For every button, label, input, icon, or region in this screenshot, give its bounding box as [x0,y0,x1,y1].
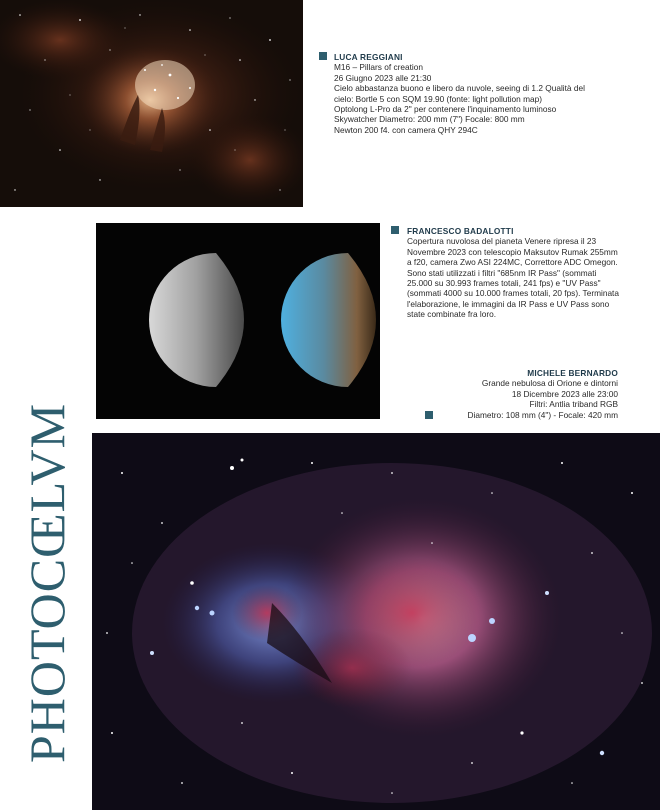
caption-line: Grande nebulosa di Orione e dintorni [481,378,618,389]
caption-line: Diametro: 108 mm (4") - Focale: 420 mm [467,409,618,420]
caption-body: Copertura nuvolosa del pianeta Venere ripresa il 23 Novembre 2023 con telescopio Maksutov Rumak 255mm a f20, camera Zwo ASI 224MC, Correttore ADC Omegon. Sono stati utilizzati i filtri "685nm IR Pass" (sommati 25.000 su 30.993 frames totali, 241 fps) e "UV Pass" (sommati 4000 su 10.000 frames totali, 20 fps). Terminata l'elaborazione, le immagini da IR Pass e UV Pass sono state combinate fra loro. [407,236,619,320]
venus-photo [96,223,380,419]
caption-line: Filtri: Antlia triband RGB [529,399,618,410]
caption-line: Optolong L-Pro da 2" per contenere l'inquinamento luminoso [334,104,557,115]
caption-bullet [319,52,327,60]
caption-line: M16 – Pillars of creation [334,62,424,73]
caption-line: Newton 200 f4. con camera QHY 294C [334,124,478,135]
caption-bullet [391,226,399,234]
photographer-name: LUCA REGGIANI [334,52,403,62]
caption-luca-reggiani [334,52,654,135]
caption-line: Cielo abbastanza buono e libero da nuvole, seeing di 1.2 Qualità del [334,83,585,94]
photographer-name: MICHELE BERNARDO [527,368,618,378]
photographer-name: FRANCESCO BADALOTTI [407,226,514,236]
orion-nebula-photo [92,433,660,810]
caption-line: 26 Giugno 2023 alle 21:30 [334,72,432,83]
caption-line: 18 Dicembre 2023 alle 23:00 [511,388,618,399]
magazine-masthead: PHOTOCŒLVM [19,402,75,763]
eagle-nebula-photo [0,0,303,207]
caption-francesco-badalotti [407,226,622,320]
caption-michele-bernardo [358,368,618,420]
caption-line: cielo: Bortle 5 con SQM 19.90 (fonte: light pollution map) [334,93,542,104]
caption-line: Skywatcher Diametro: 200 mm (7") Focale: 800 mm [334,114,525,125]
